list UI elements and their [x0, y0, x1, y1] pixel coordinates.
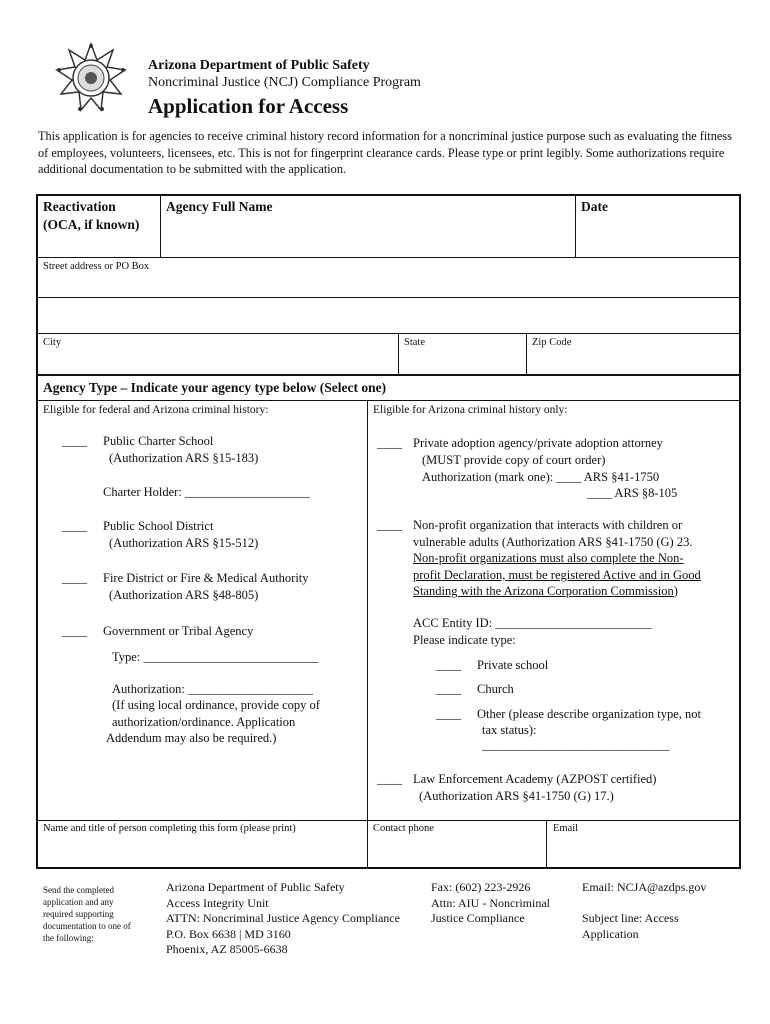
state-label: State — [404, 337, 425, 348]
district-label: Public School District — [103, 519, 214, 533]
city-label: City — [43, 337, 62, 348]
agency-name-label: Agency Full Name — [166, 199, 273, 214]
gov-auth-field[interactable]: Authorization: ____________________ — [112, 682, 314, 696]
send-instructions: Send the completed application and any required supporting documentation to one of the following: — [43, 885, 131, 943]
nonprofit-requirement: profit Declaration, must be registered Active and in Good — [413, 568, 701, 582]
agency-type-heading: Agency Type – Indicate your agency type below (Select one) — [43, 380, 387, 395]
date-label: Date — [581, 199, 608, 214]
nonprofit-requirement: Standing with the Arizona Corporation Commission — [413, 584, 674, 598]
name-title-field[interactable]: Name and title of person completing this form (please print) — [43, 823, 296, 834]
arizona-eligible-heading: Eligible for Arizona criminal history only: — [373, 404, 568, 416]
other-label: Other (please describe organization type, not — [477, 707, 701, 721]
gov-label: Government or Tribal Agency — [103, 624, 254, 638]
church-label: Church — [477, 682, 514, 696]
fax-info: Fax: (602) 223-2926 Attn: AIU - Noncriminal Justice Compliance — [431, 880, 550, 925]
adoption-auth-option[interactable]: Authorization (mark one): ____ ARS §41-1750 — [422, 470, 660, 484]
adoption-note: (MUST provide copy of court order) — [422, 453, 606, 467]
charter-holder-field[interactable]: Charter Holder: ____________________ — [103, 485, 310, 499]
street-label: Street address or PO Box — [43, 261, 150, 272]
mailing-address: Arizona Department of Public Safety Access Integrity Unit ATTN: Noncriminal Justice Agency Compliance P.O. Box 6638 | MD 3160 Phoenix, AZ 85005-6638 — [166, 880, 400, 956]
dps-seal-icon — [55, 42, 127, 114]
charter-label: Public Charter School — [103, 434, 214, 448]
other-description-field[interactable]: ______________________________ — [482, 738, 670, 752]
adoption-label: Private adoption agency/private adoption attorney — [413, 436, 663, 450]
acc-entity-id-field[interactable]: ACC Entity ID: _________________________ — [413, 616, 652, 630]
gov-note: authorization/ordinance. Application — [112, 715, 296, 729]
gov-type-field[interactable]: Type: ____________________________ — [112, 650, 319, 664]
email-field[interactable]: Email — [553, 823, 579, 834]
department-name: Arizona Department of Public Safety — [148, 58, 370, 73]
intro-paragraph: This application is for agencies to receive criminal history record information for a noncriminal justice purpose such as evaluating the fitness of employees, volunteers, licensees, etc. This is not for fingerprint clearance cards. Please type or print legibly. Some authorizations require additional documentation to be submitted with the application. — [38, 129, 732, 176]
fire-label: Fire District or Fire & Medical Authority — [103, 571, 309, 585]
private-school-checkbox[interactable]: ____ — [436, 658, 461, 672]
nonprofit-paren: ) — [673, 584, 678, 598]
academy-auth: (Authorization ARS §41-1750 (G) 17.) — [419, 789, 614, 803]
nonprofit-checkbox[interactable]: ____ — [377, 518, 402, 532]
nonprofit-label: Non-profit organization that interacts with children or — [413, 518, 683, 532]
program-name: Noncriminal Justice (NCJ) Compliance Program — [148, 75, 421, 90]
gov-checkbox[interactable]: ____ — [62, 624, 87, 638]
adoption-auth-option[interactable]: ____ ARS §8-105 — [587, 486, 678, 500]
other-label: tax status): — [482, 723, 537, 737]
gov-note: (If using local ordinance, provide copy of — [112, 698, 320, 712]
church-checkbox[interactable]: ____ — [436, 682, 461, 696]
other-checkbox[interactable]: ____ — [436, 707, 461, 721]
gov-note: Addendum may also be required.) — [106, 731, 277, 745]
adoption-checkbox[interactable]: ____ — [377, 436, 402, 450]
district-checkbox[interactable]: ____ — [62, 519, 87, 533]
academy-label: Law Enforcement Academy (AZPOST certified) — [413, 772, 657, 786]
nonprofit-label: vulnerable adults (Authorization ARS §41-1750 (G) 23. — [413, 535, 693, 549]
oca-label: (OCA, if known) — [43, 217, 140, 232]
private-school-label: Private school — [477, 658, 549, 672]
contact-phone-field[interactable]: Contact phone — [373, 823, 434, 834]
academy-checkbox[interactable]: ____ — [377, 772, 402, 786]
nonprofit-requirement: Non-profit organizations must also complete the Non- — [413, 551, 684, 565]
zip-label: Zip Code — [532, 337, 572, 348]
acc-type-label: Please indicate type: — [413, 633, 516, 647]
charter-auth: (Authorization ARS §15-183) — [109, 451, 259, 465]
fire-auth: (Authorization ARS §48-805) — [109, 588, 259, 602]
federal-eligible-heading: Eligible for federal and Arizona criminal history: — [43, 404, 269, 416]
district-auth: (Authorization ARS §15-512) — [109, 536, 259, 550]
fire-checkbox[interactable]: ____ — [62, 571, 87, 585]
page-title: Application for Access — [148, 94, 349, 118]
email-info: Email: NCJA@azdps.gov Subject line: Access Application — [582, 880, 707, 941]
charter-checkbox[interactable]: ____ — [62, 434, 87, 448]
reactivation-label: Reactivation — [43, 199, 116, 214]
